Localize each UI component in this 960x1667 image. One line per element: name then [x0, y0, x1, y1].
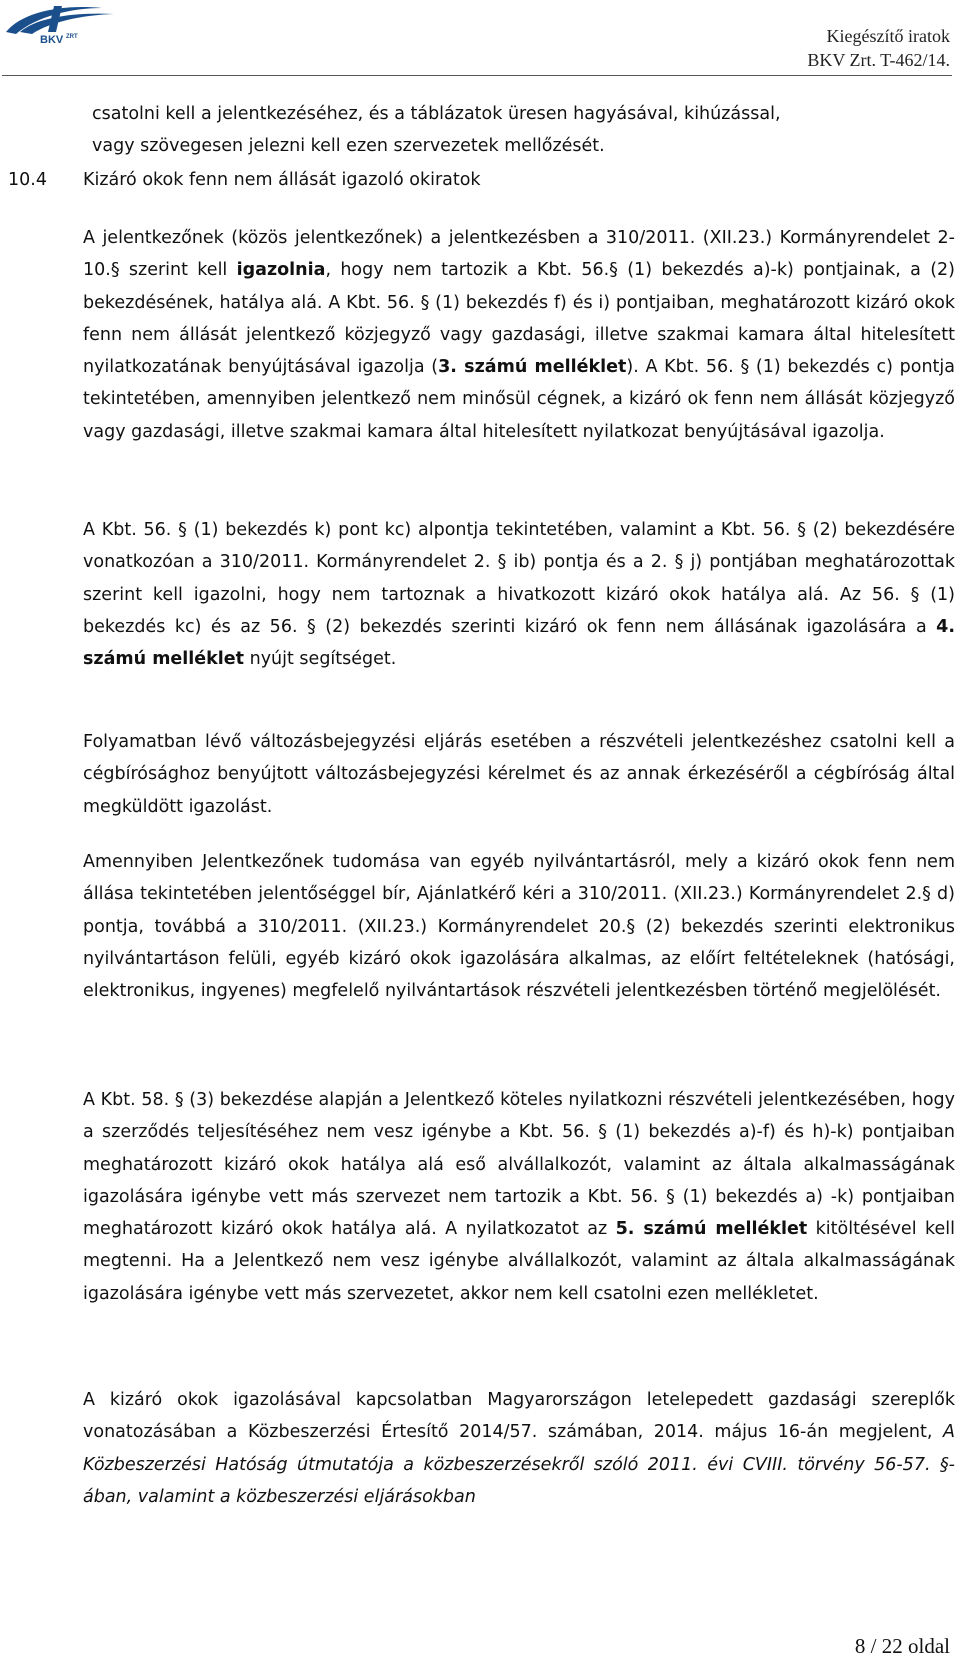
paragraph-3: Folyamatban lévő változásbejegyzési eljárás esetében a részvételi jelentkezéshez csatolni kell a cégbírósághoz benyújtott változásbejegyzési kérelmet és az annak érkezéséről a cégbíróság által megküldött igazolást. [83, 732, 955, 817]
bkv-logo [2, 2, 120, 46]
page-header [0, 0, 960, 80]
logo-text: BKV [40, 34, 64, 46]
section-title: Kizáró okok fenn nem állását igazoló okiratok [83, 170, 481, 190]
svg-text:ZRT: ZRT [66, 34, 78, 40]
intro-line-2: vagy szövegesen jelezni kell ezen szervezetek mellőzését. [92, 136, 605, 156]
paragraph-2: A Kbt. 56. § (1) bekezdés k) pont kc) alpontja tekintetében, valamint a Kbt. 56. § (2) bekezdésére vonatkozóan a 310/2011. Kormányrendelet 2. § ib) pontja és a 2. § j) pontjában meghatározottak szerint kell igazolni, hogy nem tartoznak a hivatkozott kizáró okok hatálya alá. Az 56. § (1) bekezdés kc) és az 56. § (2) bekezdés szerinti kizáró ok fenn nem állásának igazolására a 4. számú melléklet nyújt segítséget. [83, 520, 955, 670]
paragraph-6: A kizáró okok igazolásával kapcsolatban Magyarországon letelepedett gazdasági szereplők vonatozásában a Közbeszerzési Értesítő 2014/57. számában, 2014. május 16-án megjelent, A Közbeszerzési Hatóság útmutatója a közbeszerzésekről szóló 2011. évi CVIII. törvény 56-57. §-ában, valamint a közbeszerzési eljárásokban [83, 1390, 955, 1507]
header-divider [2, 75, 952, 76]
paragraph-4: Amennyiben Jelentkezőnek tudomása van egyéb nyilvántartásról, mely a kizáró okok fenn nem állása tekintetében jelentőséggel bír, Ajánlatkérő kéri a 310/2011. (XII.23.) Kormányrendelet 2.§ d) pontja, továbbá a 310/2011. (XII.23.) Kormányrendelet 20.§ (2) bekezdés szerinti elektronikus nyilvántartáson felüli, egyéb kizáró okok igazolására alkalmas, az előírt feltételeknek (hatósági, elektronikus, ingyenes) megfelelő nyilvántartások részvételi jelentkezésben történő megjelölését. [83, 852, 955, 1002]
paragraph-5: A Kbt. 58. § (3) bekezdése alapján a Jelentkező köteles nyilatkozni részvételi jelentkezésében, hogy a szerződés teljesítéséhez nem vesz igénybe a Kbt. 56. § (1) bekezdés a)-f) és h)-k) pontjaiban meghatározott kizáró okok hatálya alá eső alvállalkozót, valamint az általa alkalmasságának igazolására igénybe vett más szervezet nem tartozik a Kbt. 56. § (1) bekezdés a) -k) pontjaiban meghatározott kizáró okok hatálya alá. A nyilatkozatot az 5. számú melléklet kitöltésével kell megtenni. Ha a Jelentkező nem vesz igénybe alvállalkozót, valamint az általa alkalmasságának igazolására igénybe vett más szervezetet, akkor nem kell csatolni ezen mellékletet. [83, 1090, 955, 1304]
section-number: 10.4 [8, 170, 47, 190]
header-meta [807, 24, 950, 72]
doc-title: Kiegészítő iratok [826, 26, 950, 46]
intro-line-1: csatolni kell a jelentkezéséhez, és a táblázatok üresen hagyásával, kihúzással, [92, 104, 781, 124]
doc-ref: BKV Zrt. T-462/14. [807, 50, 950, 70]
page-number: 8 / 22 oldal [854, 1634, 950, 1658]
paragraph-1: A jelentkezőnek (közös jelentkezőnek) a jelentkezésben a 310/2011. (XII.23.) Kormányrendelet 2-10.§ szerint kell igazolnia, hogy nem tartozik a Kbt. 56.§ (1) bekezdés a)-k) pontjainak, a (2) bekezdésének, hatálya alá. A Kbt. 56. § (1) bekezdés f) és i) pontjaiban, meghatározott kizáró okok fenn nem állását jelentkező közjegyző vagy gazdasági, illetve szakmai kamara által hitelesített nyilatkozatának benyújtásával igazolja (3. számú melléklet). A Kbt. 56. § (1) bekezdés c) pontja tekintetében, amennyiben jelentkező nem minősül cégnek, a kizáró ok fenn nem állását közjegyző vagy gazdasági, illetve szakmai kamara által hitelesített nyilatkozat benyújtásával igazolja. [83, 228, 956, 442]
